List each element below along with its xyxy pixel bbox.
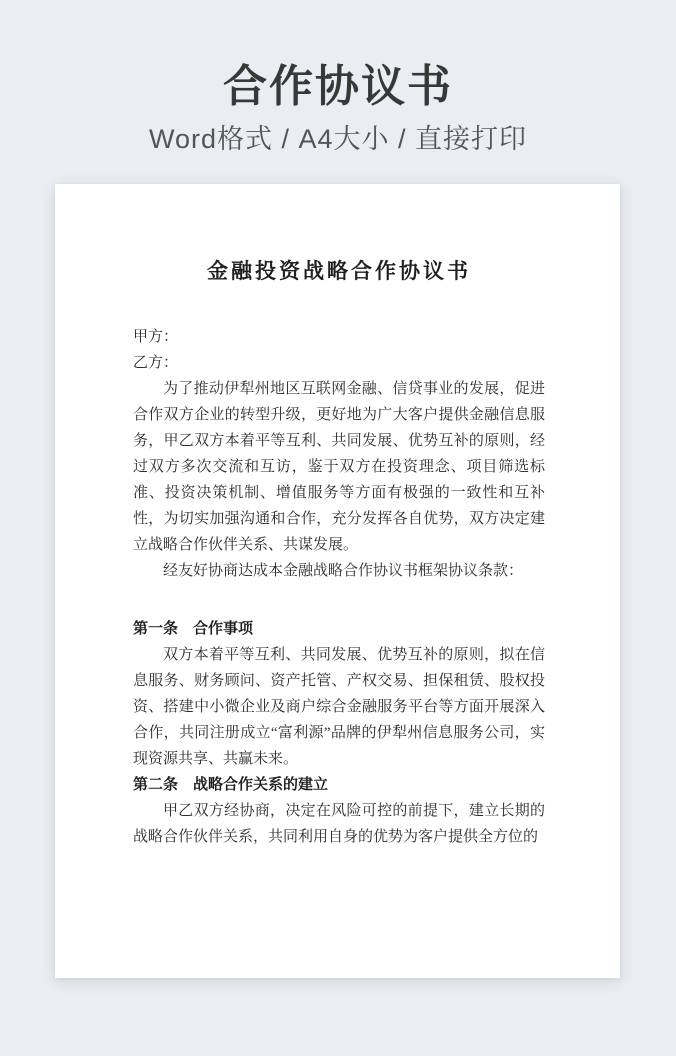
page-header bbox=[0, 0, 676, 154]
document-body bbox=[133, 324, 545, 850]
section-1-heading: 第一条 合作事项 bbox=[133, 620, 254, 637]
party-b-line: 乙方： bbox=[133, 355, 179, 371]
document-title: 金融投资战略合作协议书 bbox=[207, 259, 471, 283]
page-subtitle: Word格式 / A4大小 / 直接打印 bbox=[148, 124, 528, 154]
section-1-paragraph: 双方本着平等互利、共同发展、优势互补的原则，拟在信息服务、财务顾问、资产托管、产权交易、担保租赁、股权投资、搭建中小微企业及商户综合金融服务平台等方面开展深入合作，共同注册成立“富利源”品牌的伊犁州信息服务公司，实现资源共享、共赢未来。 bbox=[133, 647, 545, 767]
party-a-line: 甲方： bbox=[133, 329, 179, 345]
page-title: 合作协议书 bbox=[223, 62, 453, 111]
section-2-paragraph: 甲乙双方经协商，决定在风险可控的前提下，建立长期的战略合作伙伴关系，共同利用自身的优势为客户提供全方位的 bbox=[133, 803, 545, 845]
section-2-heading: 第二条 战略合作关系的建立 bbox=[133, 776, 329, 793]
intro-paragraph-1: 为了推动伊犁州地区互联网金融、信贷事业的发展，促进合作双方企业的转型升级，更好地为广大客户提供金融信息服务，甲乙双方本着平等互利、共同发展、优势互补的原则，经过双方多次交流和互访，鉴于双方在投资理念、项目筛选标准、投资决策机制、增值服务等方面有极强的一致性和互补性，为切实加强沟通和合作，充分发挥各自优势，双方决定建立战略合作伙伴关系、共谋发展。 bbox=[133, 381, 545, 553]
intro-paragraph-2: 经友好协商达成本金融战略合作协议书框架协议条款： bbox=[163, 563, 524, 579]
document-preview-sheet bbox=[55, 184, 620, 978]
